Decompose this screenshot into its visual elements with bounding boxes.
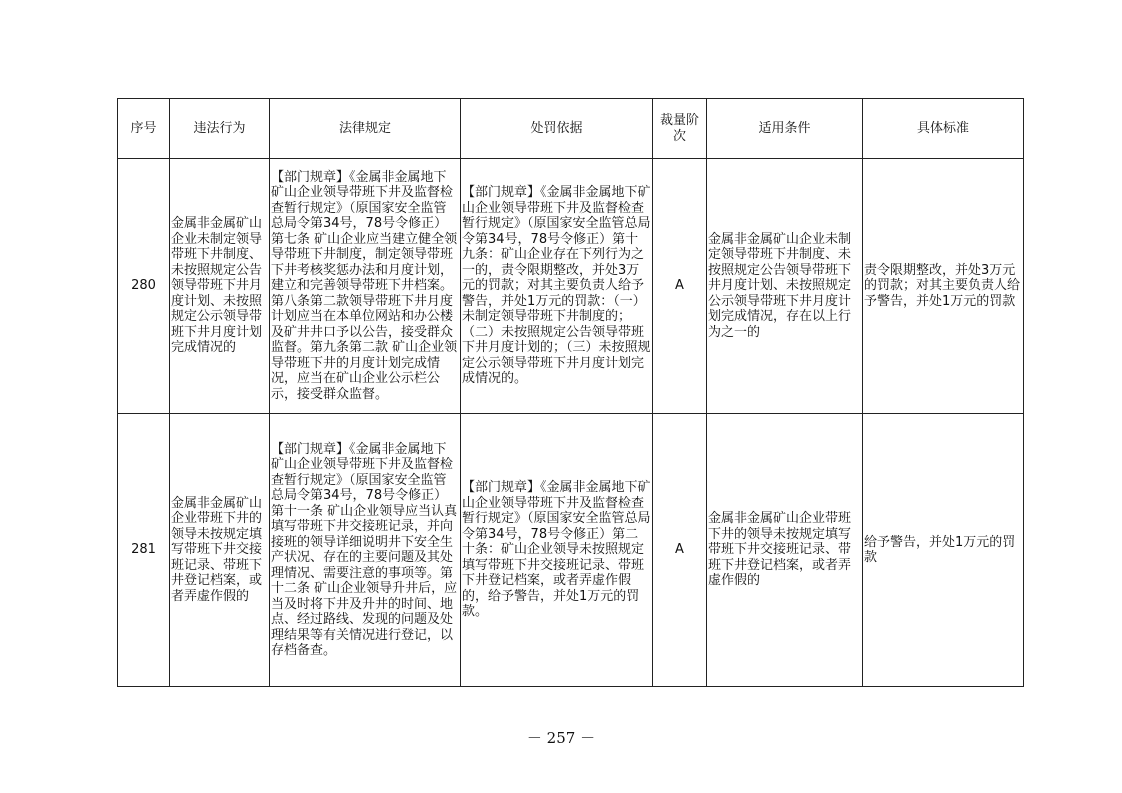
page-number: － 257 － xyxy=(526,729,596,747)
cell-basis: 【部门规章】《金属非金属地下矿山企业领导带班下井及监督检查暂行规定》（原国家安全监管总局令第34号，78号令修正）第十九条：矿山企业存在下列行为之一的，责令限期整改，并处3万元的罚款；对其主要负责人给予警告，并处1万元的罚款：（一）未制定领导带班下井制度的；（二）未按照规定公告领导带班下井月度计划的；（三）未按照规定公示领导带班下井月度计划完成情况的。 xyxy=(461,159,653,414)
header-standard: 具体标准 xyxy=(863,99,1024,159)
penalty-table xyxy=(117,98,1024,687)
cell-violation: 金属非金属矿山企业未制定领导带班下井制度、未按照规定公告领导带班下井月度计划、未按照规定公示领导带班下井月度计划完成情况的 xyxy=(170,159,270,414)
header-serial: 序号 xyxy=(118,99,170,159)
table-row xyxy=(118,159,1024,414)
header-violation: 违法行为 xyxy=(170,99,270,159)
cell-violation: 金属非金属矿山企业带班下井的领导未按规定填写带班下井交接班记录、带班下井登记档案，或者弄虚作假的 xyxy=(170,414,270,687)
cell-standard: 给予警告，并处1万元的罚款 xyxy=(863,414,1024,687)
header-level: 裁量阶次 xyxy=(653,99,707,159)
cell-condition: 金属非金属矿山企业带班下井的领导未按规定填写带班下井交接班记录、带班下井登记档案，或者弄虚作假的 xyxy=(707,414,863,687)
cell-basis: 【部门规章】《金属非金属地下矿山企业领导带班下井及监督检查暂行规定》（原国家安全监管总局令第34号，78号令修正）第二十条：矿山企业领导未按照规定填写带班下井交接班记录、带班下井登记档案，或者弄虚作假的，给予警告，并处1万元的罚款。 xyxy=(461,414,653,687)
cell-standard: 责令限期整改，并处3万元的罚款；对其主要负责人给予警告，并处1万元的罚款 xyxy=(863,159,1024,414)
cell-serial: 281 xyxy=(118,414,170,687)
cell-level: A xyxy=(653,159,707,414)
cell-level: A xyxy=(653,414,707,687)
cell-condition: 金属非金属矿山企业未制定领导带班下井制度、未按照规定公告领导带班下井月度计划、未按照规定公示领导带班下井月度计划完成情况，存在以上行为之一的 xyxy=(707,159,863,414)
cell-law: 【部门规章】《金属非金属地下矿山企业领导带班下井及监督检查暂行规定》（原国家安全监管总局令第34号，78号令修正）第七条 矿山企业应当建立健全领导带班下井制度，制定领导带班下井考核奖惩办法和月度计划，建立和完善领导带班下井档案。第八条第二款领导带班下井月度计划应当在本单位网站和办公楼及矿井井口予以公告，接受群众监督。第九条第二款 矿山企业领导带班下井的月度计划完成情况，应当在矿山企业公示栏公示，接受群众监督。 xyxy=(270,159,461,414)
header-law: 法律规定 xyxy=(270,99,461,159)
cell-law: 【部门规章】《金属非金属地下矿山企业领导带班下井及监督检查暂行规定》（原国家安全监管总局令第34号，78号令修正）第十一条 矿山企业领导应当认真填写带班下井交接班记录，并向接班的领导详细说明井下安全生产状况、存在的主要问题及其处理情况、需要注意的事项等。第十二条 矿山企业领导升井后，应当及时将下井及升井的时间、地点、经过路线、发现的问题及处理结果等有关情况进行登记，以存档备查。 xyxy=(270,414,461,687)
header-row xyxy=(118,99,1024,159)
header-condition: 适用条件 xyxy=(707,99,863,159)
table-row xyxy=(118,414,1024,687)
header-basis: 处罚依据 xyxy=(461,99,653,159)
cell-serial: 280 xyxy=(118,159,170,414)
